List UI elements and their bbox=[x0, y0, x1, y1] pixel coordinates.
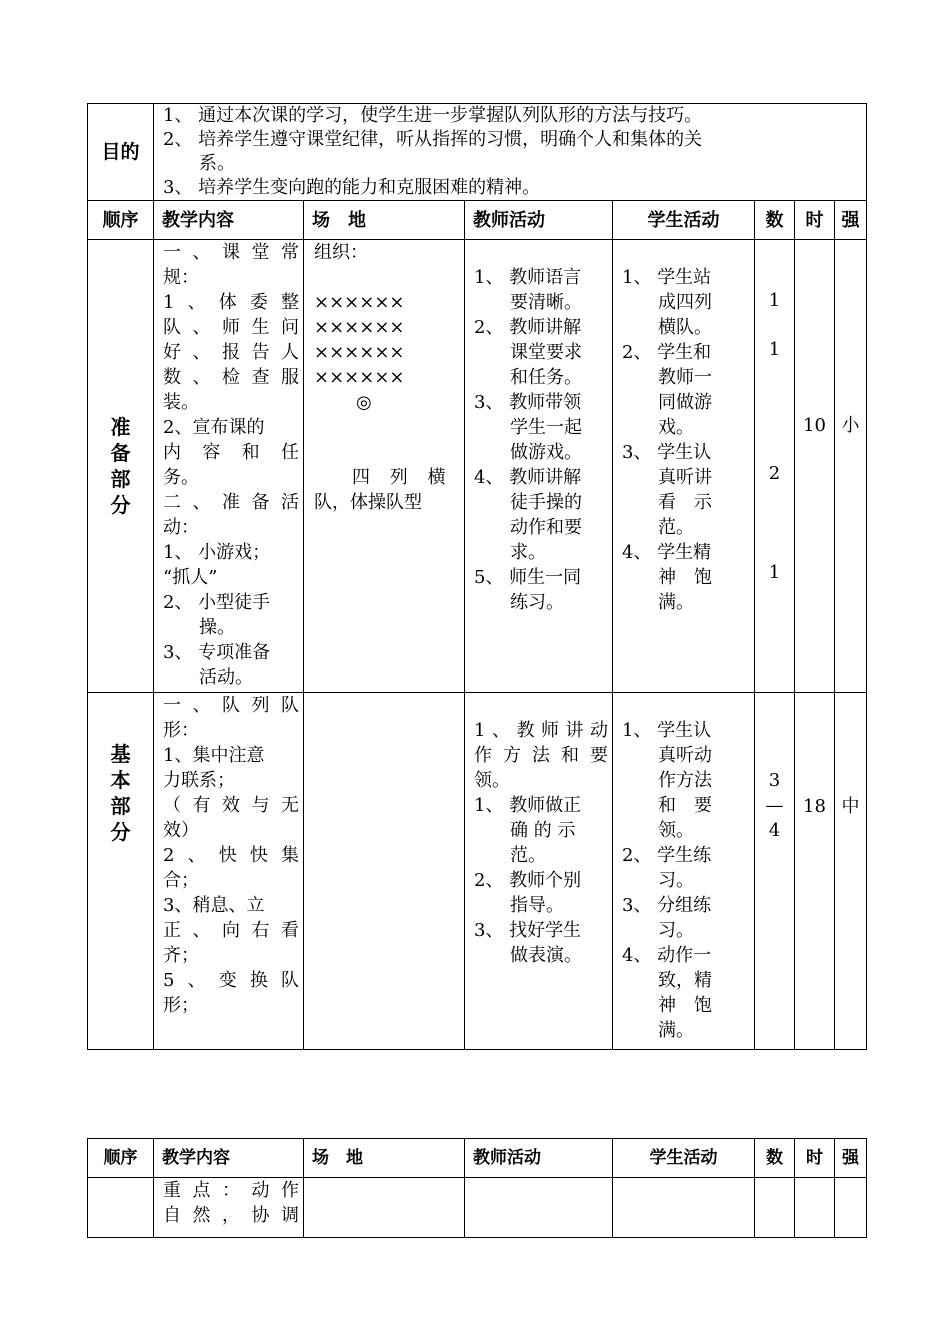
content-line: 2、 小型徒手 bbox=[163, 592, 271, 613]
content-line: 一、队列队 bbox=[163, 695, 299, 716]
header-row bbox=[88, 201, 867, 240]
content-line: 效） bbox=[163, 820, 199, 841]
teacher-position-icon: ◎ bbox=[356, 392, 372, 413]
basic-counts bbox=[755, 693, 795, 1050]
content-line: 形； bbox=[163, 995, 199, 1016]
student-line: 2、 学生练 bbox=[622, 845, 712, 866]
student-line: 作方法 bbox=[658, 770, 712, 791]
teacher-line: 做游戏。 bbox=[510, 442, 582, 463]
basic-label-char: 部 bbox=[110, 794, 131, 818]
content-line: 活动。 bbox=[199, 667, 253, 688]
content-line: 合； bbox=[163, 870, 199, 891]
header-intensity: 强 bbox=[835, 201, 867, 240]
student-line: 和 要 bbox=[658, 795, 712, 816]
formation-row: ×××××× bbox=[314, 292, 405, 313]
page2-count bbox=[755, 1178, 795, 1238]
student-line: 2、 学生和 bbox=[622, 342, 712, 363]
count-value: — bbox=[765, 795, 784, 816]
content-line: 形： bbox=[163, 720, 199, 741]
teacher-line: 和任务。 bbox=[510, 367, 582, 388]
student-line: 3、 学生认 bbox=[622, 442, 712, 463]
lesson-plan-table bbox=[87, 103, 867, 1050]
page2-student bbox=[613, 1178, 755, 1238]
lesson-plan-table-page2 bbox=[87, 1138, 867, 1238]
teacher-line: 练习。 bbox=[510, 592, 564, 613]
basic-label-char: 本 bbox=[110, 768, 131, 792]
count-value: 1 bbox=[768, 339, 781, 360]
student-line: 1、 学生站 bbox=[622, 267, 712, 288]
student-line: 满。 bbox=[658, 592, 694, 613]
teacher-line: 1、 教师语言 bbox=[474, 267, 582, 288]
student-line: 习。 bbox=[658, 870, 694, 891]
objective-line: 3、 培养学生变向跑的能力和克服困难的精神。 bbox=[163, 177, 541, 198]
basic-content bbox=[154, 693, 304, 1050]
header-field: 场 地 bbox=[304, 1139, 465, 1178]
content-line: 2、宣布课的 bbox=[163, 417, 265, 438]
basic-label-char: 基 bbox=[110, 742, 131, 766]
content-line: 齐； bbox=[163, 945, 199, 966]
basic-label-char: 分 bbox=[110, 820, 131, 844]
teacher-line: 学生一起 bbox=[510, 417, 582, 438]
student-line: 横队。 bbox=[658, 317, 712, 338]
prep-label-char: 备 bbox=[110, 441, 131, 465]
basic-teacher bbox=[465, 693, 613, 1050]
student-line: 范。 bbox=[658, 517, 694, 538]
objective-text bbox=[154, 104, 867, 201]
formation-row: ×××××× bbox=[314, 342, 405, 363]
teacher-line: 作方法和要 bbox=[474, 745, 608, 766]
header-count: 数 bbox=[755, 1139, 795, 1178]
header-student: 学生活动 bbox=[613, 1139, 755, 1178]
student-line: 同做游 bbox=[658, 392, 712, 413]
student-line: 1、 学生认 bbox=[622, 720, 712, 741]
count-value: 1 bbox=[768, 290, 781, 311]
student-line: 3、 分组练 bbox=[622, 895, 712, 916]
prep-content bbox=[154, 240, 304, 693]
content-line: “抓人” bbox=[163, 567, 218, 588]
count-value: 4 bbox=[768, 820, 781, 841]
teacher-line: 做表演。 bbox=[510, 945, 582, 966]
objective-line: 1、 通过本次课的学习，使学生进一步掌握队列队形的方法与技巧。 bbox=[163, 105, 703, 126]
basic-row bbox=[88, 693, 867, 1050]
basic-label bbox=[88, 693, 154, 1050]
content-line: 自然，协调 bbox=[163, 1205, 299, 1226]
objective-row bbox=[88, 104, 867, 201]
prep-counts bbox=[755, 240, 795, 693]
content-line: 一、课堂常 bbox=[163, 242, 299, 263]
formation-desc: 队，体操队型 bbox=[314, 492, 422, 513]
teacher-line: 动作和要 bbox=[510, 517, 582, 538]
header-count: 数 bbox=[755, 201, 795, 240]
student-line: 习。 bbox=[658, 920, 694, 941]
prep-label-char: 准 bbox=[110, 415, 131, 439]
prep-row bbox=[88, 240, 867, 693]
teacher-line: 指导。 bbox=[510, 895, 564, 916]
page2-content bbox=[154, 1178, 304, 1238]
student-line: 戏。 bbox=[658, 417, 694, 438]
content-line: 正、向右看 bbox=[163, 920, 299, 941]
header-intensity: 强 bbox=[835, 1139, 867, 1178]
teacher-line: 徒手操的 bbox=[510, 492, 582, 513]
teacher-line: 5、 师生一同 bbox=[474, 567, 582, 588]
page2-time bbox=[795, 1178, 835, 1238]
student-line: 成四列 bbox=[658, 292, 712, 313]
page2-row bbox=[88, 1178, 867, 1238]
count-value: 1 bbox=[768, 562, 781, 583]
page2-intensity bbox=[835, 1178, 867, 1238]
page2-order bbox=[88, 1178, 154, 1238]
student-line: 4、 学生精 bbox=[622, 542, 712, 563]
content-line: 队、师生问 bbox=[163, 317, 299, 338]
student-line: 致，精 bbox=[658, 970, 712, 991]
header-row-page2 bbox=[88, 1139, 867, 1178]
prep-field bbox=[304, 240, 465, 693]
page2-teacher bbox=[465, 1178, 613, 1238]
student-line: 领。 bbox=[658, 820, 694, 841]
formation-row: ×××××× bbox=[314, 317, 405, 338]
teacher-line: 4、 教师讲解 bbox=[474, 467, 582, 488]
teacher-line: 2、 教师讲解 bbox=[474, 317, 582, 338]
content-line: 1、体委整 bbox=[163, 292, 299, 313]
content-line: 力联系； bbox=[163, 770, 235, 791]
prep-time: 10 bbox=[795, 240, 835, 693]
prep-teacher bbox=[465, 240, 613, 693]
prep-label bbox=[88, 240, 154, 693]
content-line: 5、变换队 bbox=[163, 970, 299, 991]
content-line: 3、 专项准备 bbox=[163, 642, 271, 663]
header-field: 场 地 bbox=[304, 201, 465, 240]
content-line: 好、报告人 bbox=[163, 342, 299, 363]
header-teacher: 教师活动 bbox=[465, 1139, 613, 1178]
content-line: 重点：动作 bbox=[163, 1180, 299, 1201]
objective-line: 系。 bbox=[199, 153, 235, 174]
header-teacher: 教师活动 bbox=[465, 201, 613, 240]
header-content: 教学内容 bbox=[154, 1139, 304, 1178]
content-line: （有效与无 bbox=[163, 795, 299, 816]
prep-label-char: 分 bbox=[110, 493, 131, 517]
header-order: 顺序 bbox=[88, 201, 154, 240]
header-time: 时 bbox=[795, 1139, 835, 1178]
header-content: 教学内容 bbox=[154, 201, 304, 240]
teacher-line: 1、教师讲动 bbox=[474, 720, 608, 741]
header-student: 学生活动 bbox=[613, 201, 755, 240]
count-value: 2 bbox=[768, 463, 781, 484]
basic-intensity: 中 bbox=[835, 693, 867, 1050]
teacher-line: 2、 教师个别 bbox=[474, 870, 582, 891]
objective-label: 目的 bbox=[88, 104, 154, 201]
student-line: 满。 bbox=[658, 1020, 694, 1041]
student-line: 4、 动作一 bbox=[622, 945, 712, 966]
student-line: 教师一 bbox=[658, 367, 712, 388]
content-line: 二、准备活 bbox=[163, 492, 299, 513]
teacher-line: 范。 bbox=[510, 845, 546, 866]
content-line: 装。 bbox=[163, 392, 199, 413]
content-line: 规： bbox=[163, 267, 199, 288]
student-line: 真听动 bbox=[658, 745, 712, 766]
page2-field bbox=[304, 1178, 465, 1238]
content-line: 1、集中注意 bbox=[163, 745, 265, 766]
basic-student bbox=[613, 693, 755, 1050]
teacher-line: 1、 教师做正 bbox=[474, 795, 582, 816]
student-line: 神 饱 bbox=[658, 567, 712, 588]
prep-student bbox=[613, 240, 755, 693]
teacher-line: 3、 教师带领 bbox=[474, 392, 582, 413]
content-line: 务。 bbox=[163, 467, 199, 488]
teacher-line: 求。 bbox=[510, 542, 546, 563]
count-value: 3 bbox=[768, 770, 781, 791]
student-line: 神 饱 bbox=[658, 995, 712, 1016]
content-line: 数、检查服 bbox=[163, 367, 299, 388]
prep-label-char: 部 bbox=[110, 467, 131, 491]
objective-line: 2、 培养学生遵守课堂纪律，听从指挥的习惯，明确个人和集体的关 bbox=[163, 129, 703, 150]
formation-desc: 四 列 横 bbox=[352, 467, 446, 488]
formation-row: ×××××× bbox=[314, 367, 405, 388]
teacher-line: 课堂要求 bbox=[510, 342, 582, 363]
teacher-line: 3、 找好学生 bbox=[474, 920, 582, 941]
teacher-line: 确 的 示 bbox=[510, 820, 576, 841]
student-line: 真听讲 bbox=[658, 467, 712, 488]
field-org-label: 组织： bbox=[314, 242, 368, 263]
content-line: 1、 小游戏； bbox=[163, 542, 271, 563]
student-line: 看 示 bbox=[658, 492, 712, 513]
header-time: 时 bbox=[795, 201, 835, 240]
header-order: 顺序 bbox=[88, 1139, 154, 1178]
content-line: 3、稍息、立 bbox=[163, 895, 265, 916]
content-line: 2、快快集 bbox=[163, 845, 299, 866]
teacher-line: 要清晰。 bbox=[510, 292, 582, 313]
teacher-line: 领。 bbox=[474, 770, 510, 791]
content-line: 内 容 和 任 bbox=[163, 442, 299, 463]
content-line: 操。 bbox=[199, 617, 235, 638]
prep-intensity: 小 bbox=[835, 240, 867, 693]
basic-field bbox=[304, 693, 465, 1050]
basic-time: 18 bbox=[795, 693, 835, 1050]
content-line: 动： bbox=[163, 517, 199, 538]
